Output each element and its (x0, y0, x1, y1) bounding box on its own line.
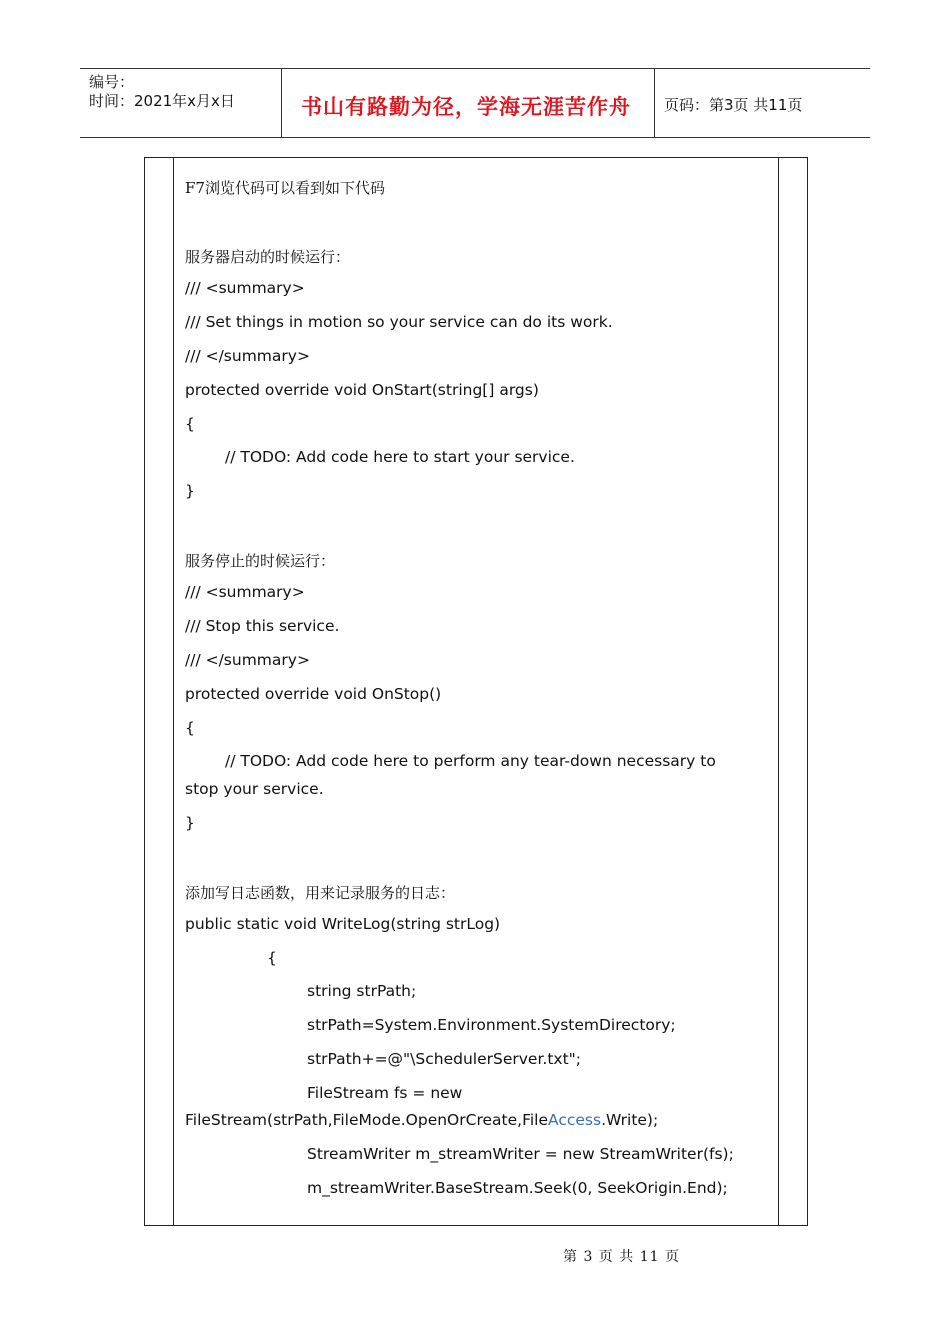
time-label: 时间：2021年x月x日 (89, 92, 235, 110)
header-meta-cell (80, 69, 282, 137)
code-line: } (185, 814, 195, 832)
header-page-cell (654, 69, 870, 137)
intro-text: F7浏览代码可以看到如下代码 (185, 179, 385, 197)
code-fragment: FileStream(strPath,FileMode.OpenOrCreate,File (185, 1111, 549, 1129)
code-line: // TODO: Add code here to perform any tear-down necessary to (225, 752, 716, 770)
code-line: m_streamWriter.BaseStream.Seek(0, SeekOrigin.End); (307, 1179, 728, 1197)
table-divider-right (778, 158, 779, 1225)
code-line: stop your service. (185, 780, 324, 798)
header-motto-cell (281, 69, 655, 137)
code-line: { (267, 949, 277, 967)
code-line: /// <summary> (185, 583, 305, 601)
document-header (80, 68, 870, 138)
code-line: protected override void OnStart(string[] args) (185, 381, 539, 399)
page-footer: 第 3 页 共 11 页 (563, 1249, 680, 1265)
code-line: } (185, 482, 195, 500)
code-fragment: .Write); (601, 1111, 659, 1129)
code-line: FileStream fs = new (307, 1084, 463, 1102)
code-line: protected override void OnStop() (185, 685, 442, 703)
code-line: /// </summary> (185, 347, 310, 365)
code-line: /// </summary> (185, 651, 310, 669)
header-motto: 书山有路勤为径，学海无涯苦作舟 (301, 94, 631, 119)
code-highlight: Access (548, 1111, 602, 1129)
code-line: /// <summary> (185, 279, 305, 297)
code-line: StreamWriter m_streamWriter = new StreamWriter(fs); (307, 1145, 734, 1163)
section-heading-start: 服务器启动的时候运行： (185, 248, 351, 266)
table-divider-left (173, 158, 174, 1225)
section-heading-log: 添加写日志函数，用来记录服务的日志： (185, 884, 456, 902)
code-line: strPath+=@"\SchedulerServer.txt"; (307, 1050, 582, 1068)
code-line: { (185, 719, 195, 737)
header-page-info: 页码：第3页 共11页 (664, 96, 803, 114)
code-line: /// Set things in motion so your service can do its work. (185, 313, 613, 331)
code-line: { (185, 415, 195, 433)
number-label: 编号： (89, 73, 135, 91)
section-heading-stop: 服务停止的时候运行： (185, 552, 336, 570)
code-line: /// Stop this service. (185, 617, 340, 635)
code-line (185, 1111, 658, 1129)
code-line: // TODO: Add code here to start your service. (225, 448, 575, 466)
code-line: strPath=System.Environment.SystemDirectory; (307, 1016, 676, 1034)
code-line: string strPath; (307, 982, 417, 1000)
code-line: public static void WriteLog(string strLog) (185, 915, 501, 933)
